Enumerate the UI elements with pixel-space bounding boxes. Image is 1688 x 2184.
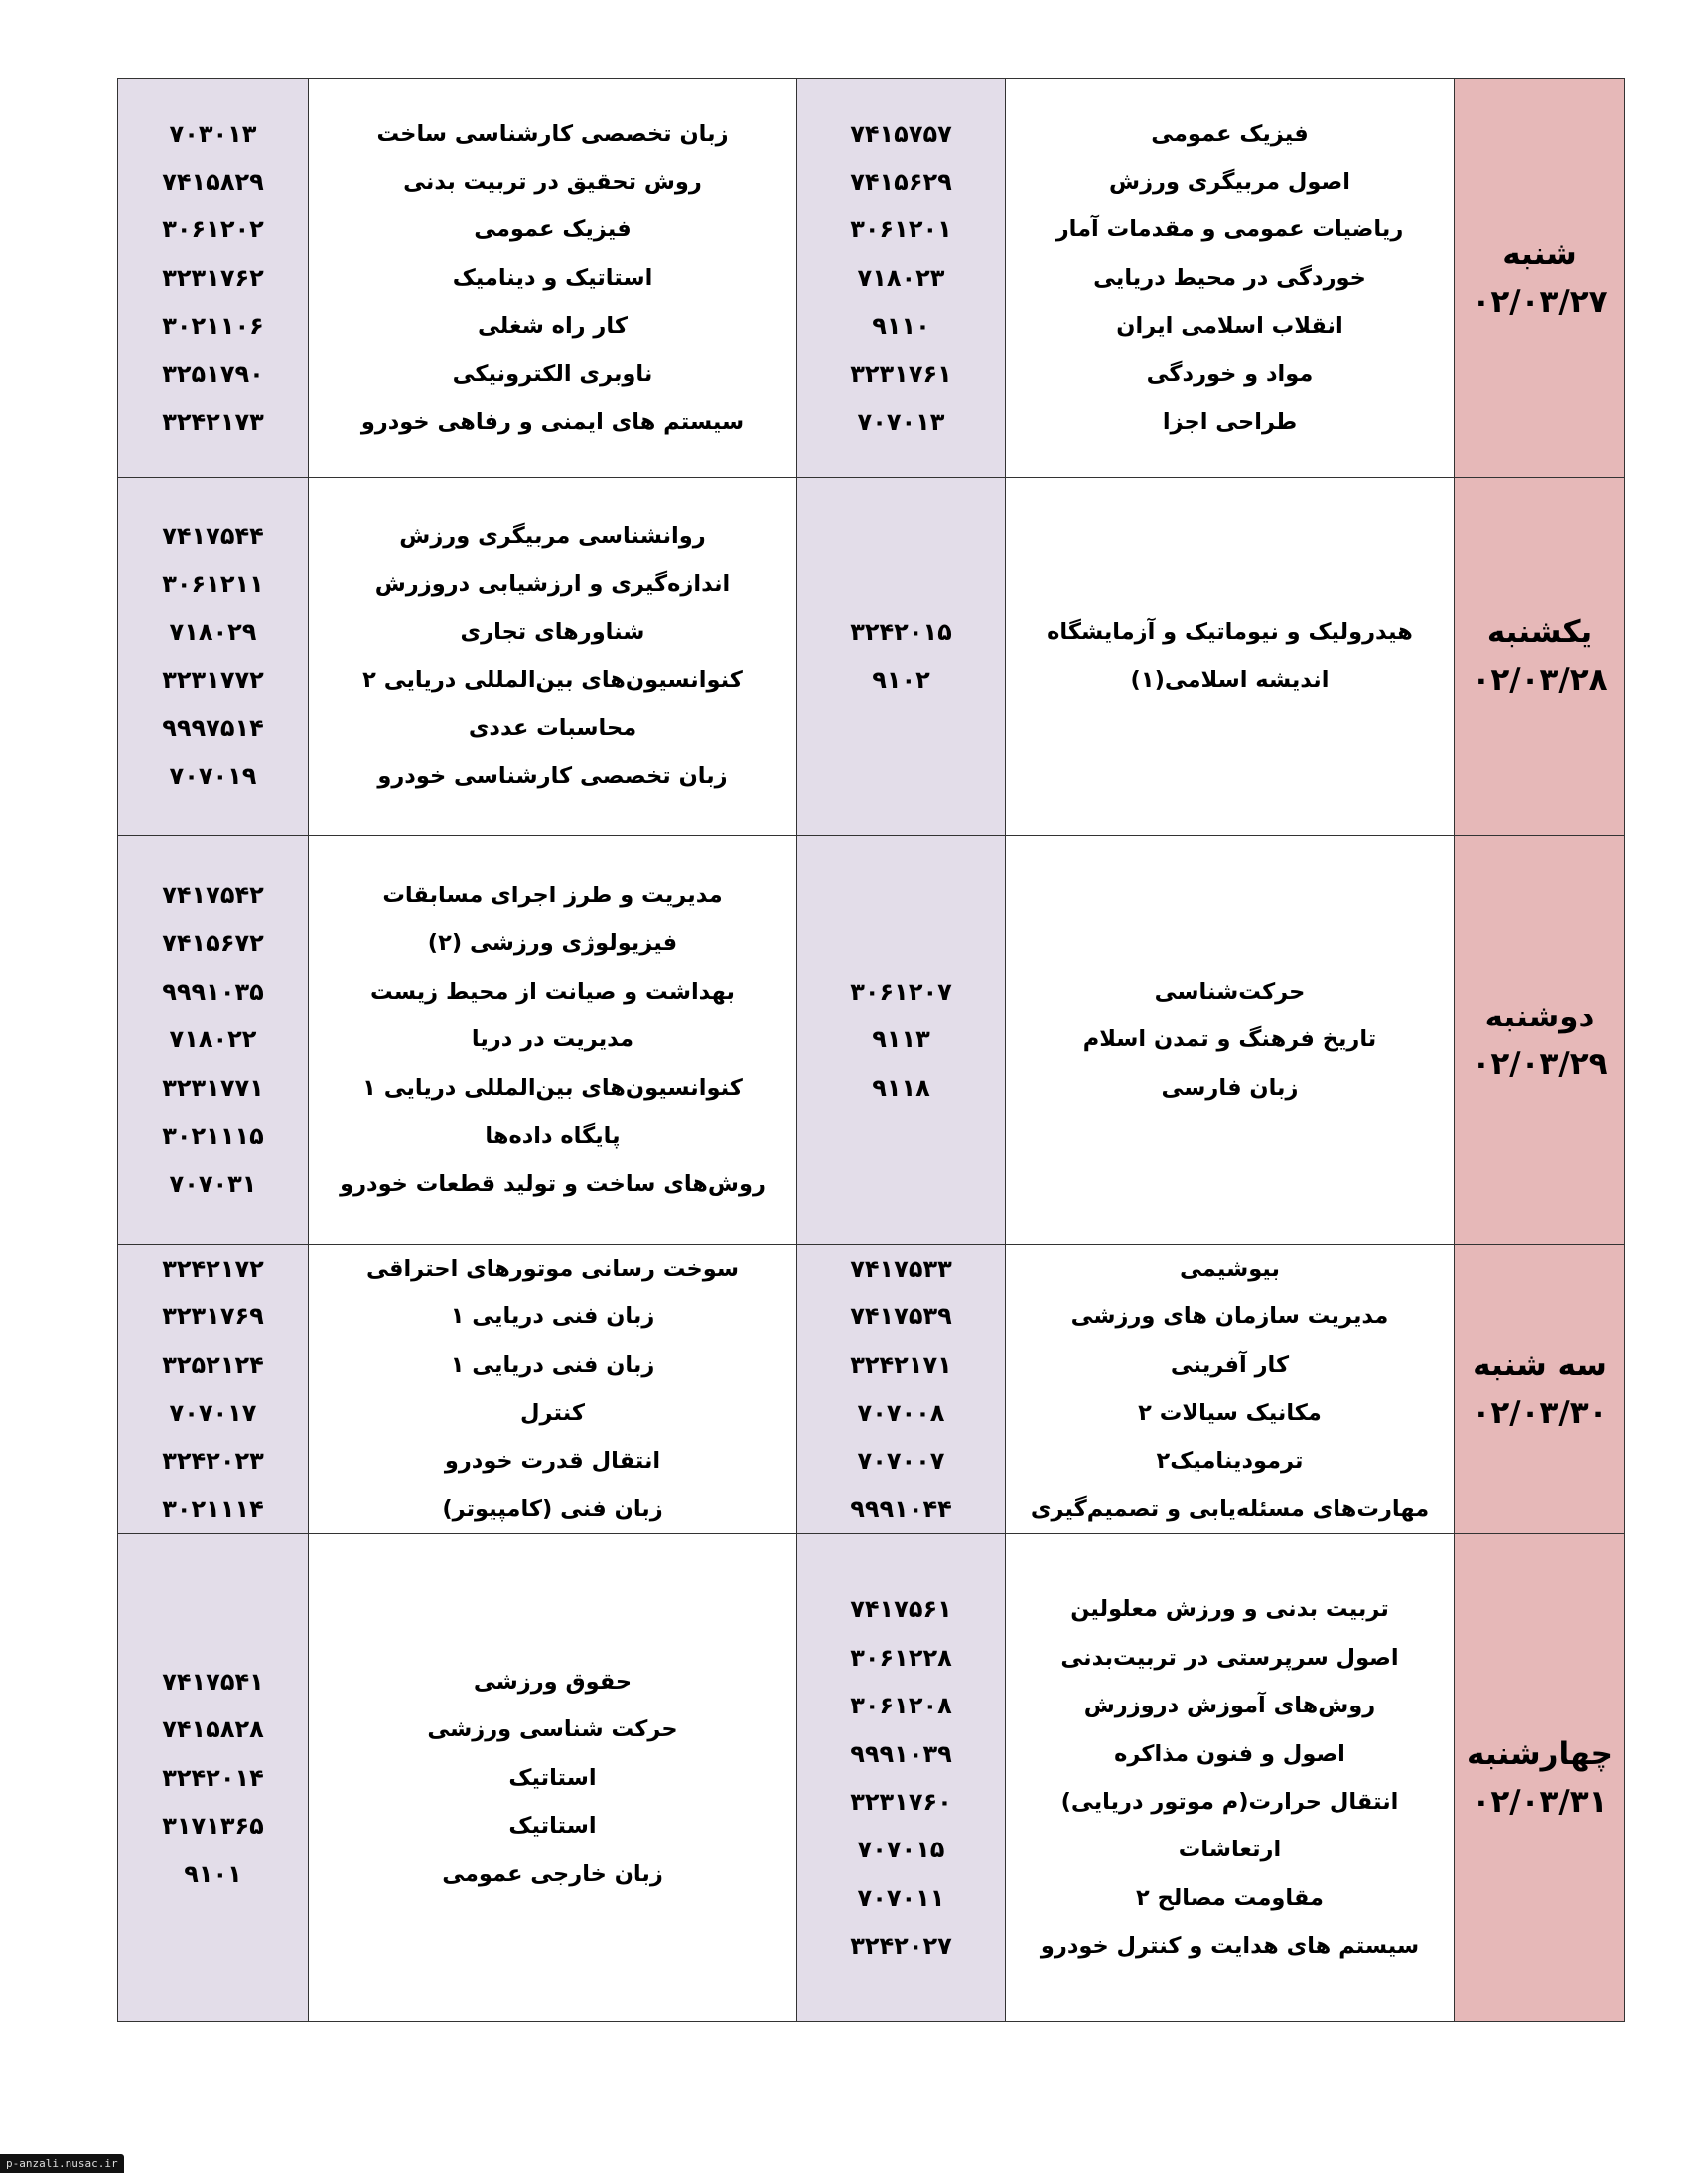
- course-name: روش تحقیق در تربیت بدنی: [403, 168, 702, 195]
- day-date: ۰۲/۰۳/۲۸: [1472, 662, 1608, 698]
- course-name: سیستم های ایمنی و رفاهی خودرو: [360, 409, 745, 436]
- shift1-courses-cell: [1006, 478, 1455, 836]
- course-name: زبان خارجی عمومی: [442, 1860, 663, 1887]
- course-name: شناورهای تجاری: [460, 618, 645, 645]
- course-code: ۳۰۶۱۲۰۱: [850, 215, 952, 244]
- shift2-codes-cell: [118, 1534, 309, 2022]
- day-cell: [1455, 836, 1625, 1245]
- course-code-list: [850, 110, 952, 447]
- course-code: ۷۰۳۰۱۳: [169, 119, 257, 148]
- course-name: اصول سرپرستی در تربیت‌بدنی: [1060, 1644, 1399, 1671]
- course-name: پایگاه داده‌ها: [485, 1123, 621, 1150]
- course-code: ۷۴۱۷۵۳۳: [850, 1255, 952, 1283]
- shift2-codes-cell: [118, 478, 309, 836]
- course-name: مدیریت در دریا: [471, 1026, 634, 1053]
- course-name: فیزیولوژی ورزشی (۲): [427, 930, 678, 957]
- course-name: زبان فارسی: [1161, 1074, 1299, 1101]
- day-cell: [1455, 1534, 1625, 2022]
- course-name: کنترل: [520, 1400, 585, 1427]
- course-code: ۷۴۱۵۸۲۸: [162, 1715, 264, 1744]
- course-name: استاتیک: [508, 1813, 597, 1840]
- course-name: بهداشت و صیانت از محیط زیست: [370, 978, 735, 1005]
- course-name: فیزیک عمومی: [474, 216, 632, 243]
- day-name: شنبه: [1502, 236, 1577, 272]
- course-code: ۹۹۹۱۰۴۴: [850, 1495, 952, 1524]
- shift2-courses-cell: [309, 1534, 797, 2022]
- course-code: ۹۹۹۷۵۱۴: [162, 714, 264, 743]
- shift2-courses-cell: [309, 836, 797, 1245]
- course-code: ۹۹۹۱۰۳۹: [850, 1739, 952, 1768]
- course-name: اصول و فنون مذاکره: [1114, 1740, 1345, 1767]
- course-name: ترمودینامیک۲: [1156, 1447, 1304, 1474]
- shift1-courses-cell: [1006, 1534, 1455, 2022]
- course-name: زبان تخصصی کارشناسی خودرو: [377, 762, 728, 789]
- course-name: انقلاب اسلامی ایران: [1116, 313, 1343, 340]
- course-name: مقاومت مصالح ۲: [1136, 1884, 1324, 1911]
- course-code: ۳۰۲۱۱۱۵: [162, 1122, 264, 1151]
- course-name: اصول مربیگری ورزش: [1109, 168, 1350, 195]
- day-row: [118, 478, 1625, 836]
- schedule-table: [117, 78, 1625, 2022]
- course-name-list: [361, 110, 744, 447]
- shift2-codes-cell: [118, 79, 309, 478]
- course-code: ۳۲۴۲۰۱۴: [162, 1763, 264, 1792]
- course-name-list: [1047, 609, 1413, 705]
- course-code: ۷۰۷۰۳۱: [169, 1169, 257, 1198]
- course-name: زبان فنی (کامپیوتر): [442, 1496, 663, 1523]
- course-code: ۳۰۶۱۲۰۲: [162, 215, 264, 244]
- shift1-codes-cell: [797, 836, 1006, 1245]
- course-code: ۳۰۲۱۱۰۶: [162, 312, 264, 341]
- course-code: ۷۱۸۰۲۲: [169, 1025, 257, 1054]
- day-date: ۰۲/۰۳/۲۹: [1472, 1045, 1608, 1082]
- day-name: یکشنبه: [1486, 614, 1593, 650]
- course-code-list: [850, 968, 952, 1112]
- course-name: فیزیک عمومی: [1151, 120, 1309, 147]
- shift1-courses-cell: [1006, 1245, 1455, 1534]
- course-name: تاریخ فرهنگ و تمدن اسلام: [1082, 1026, 1377, 1053]
- course-code-list: [162, 872, 264, 1208]
- course-code: ۷۴۱۷۵۳۹: [850, 1302, 952, 1331]
- course-name: ریاضیات عمومی و مقدمات آمار: [1055, 216, 1404, 243]
- course-code: ۷۰۷۰۱۹: [169, 761, 257, 790]
- course-code: ۹۱۰۲: [872, 666, 930, 694]
- shift1-courses-cell: [1006, 79, 1455, 478]
- course-name: مهارت‌های مسئله‌یابی و تصمیم‌گیری: [1030, 1496, 1430, 1523]
- course-code-list: [162, 110, 264, 447]
- course-name: کار آفرینی: [1170, 1351, 1290, 1378]
- course-name: انتقال قدرت خودرو: [444, 1447, 661, 1474]
- day-row: [118, 836, 1625, 1245]
- course-code: ۷۰۷۰۱۷: [169, 1399, 257, 1428]
- course-name-list: [1031, 1245, 1429, 1533]
- shift1-codes-cell: [797, 79, 1006, 478]
- course-code: ۹۱۱۸: [872, 1073, 930, 1102]
- course-code: ۷۴۱۷۵۴۴: [162, 521, 264, 550]
- course-name: زبان تخصصی کارشناسی ساخت: [376, 120, 729, 147]
- day-row: [118, 79, 1625, 478]
- course-name: مدیریت و طرز اجرای مسابقات: [382, 883, 723, 909]
- course-code: ۹۹۹۱۰۳۵: [162, 977, 264, 1006]
- course-code-list: [850, 1585, 952, 1970]
- course-code: ۳۰۶۱۲۲۸: [850, 1643, 952, 1672]
- course-name: انتقال حرارت(م موتور دریایی): [1060, 1788, 1399, 1815]
- course-name: استاتیک: [508, 1764, 597, 1791]
- course-code: ۳۰۶۱۲۰۷: [850, 977, 952, 1006]
- shift2-codes-cell: [118, 836, 309, 1245]
- exam-schedule: [117, 78, 1624, 2022]
- course-code: ۳۲۴۲۰۱۵: [850, 617, 952, 646]
- course-name: محاسبات عددی: [468, 715, 637, 742]
- course-code: ۷۴۱۵۷۵۷: [850, 119, 952, 148]
- shift2-courses-cell: [309, 478, 797, 836]
- course-name-list: [427, 1658, 677, 1898]
- course-code: ۷۱۸۰۲۳: [857, 263, 945, 292]
- course-name: تربیت بدنی و ورزش معلولین: [1070, 1596, 1389, 1623]
- course-name-list: [362, 512, 743, 800]
- course-code: ۷۰۷۰۰۸: [857, 1399, 945, 1428]
- course-name-list: [1083, 968, 1377, 1112]
- course-name: ارتعاشات: [1178, 1837, 1282, 1863]
- shift1-codes-cell: [797, 1534, 1006, 2022]
- course-name: کنوانسیون‌های بین‌المللی دریایی ۲: [362, 667, 743, 693]
- shift1-codes-cell: [797, 1245, 1006, 1534]
- course-code: ۳۲۴۲۰۲۳: [162, 1446, 264, 1475]
- course-code-list: [162, 1658, 264, 1898]
- course-code: ۷۰۷۰۱۵: [857, 1836, 945, 1864]
- day-cell: [1455, 79, 1625, 478]
- day-cell: [1455, 478, 1625, 836]
- site-watermark: p-anzali.nusac.ir: [0, 2154, 124, 2173]
- course-name: حرکت‌شناسی: [1154, 978, 1306, 1005]
- course-code: ۳۰۶۱۲۱۱: [162, 570, 264, 599]
- course-code: ۳۱۷۱۳۶۵: [162, 1812, 264, 1841]
- course-name-list: [1041, 1585, 1419, 1970]
- shift2-courses-cell: [309, 79, 797, 478]
- course-code: ۳۲۳۱۷۶۱: [850, 359, 952, 388]
- day-name: چهارشنبه: [1467, 1735, 1613, 1772]
- course-code: ۳۲۳۱۷۷۱: [162, 1073, 264, 1102]
- day-name: دوشنبه: [1484, 998, 1595, 1034]
- course-name: سوخت رسانی موتورهای احتراقی: [365, 1256, 740, 1282]
- course-name: ناوبری الکترونیکی: [452, 360, 653, 387]
- course-code: ۷۰۷۰۰۷: [857, 1446, 945, 1475]
- course-code: ۳۲۴۲۱۷۳: [162, 408, 264, 437]
- course-code: ۳۲۳۱۷۶۰: [850, 1787, 952, 1816]
- course-code: ۷۰۷۰۱۳: [857, 408, 945, 437]
- course-name-list: [340, 872, 766, 1208]
- course-code: ۷۴۱۷۵۴۲: [162, 882, 264, 910]
- day-cell: [1455, 1245, 1625, 1534]
- course-code: ۹۱۰۱: [184, 1859, 242, 1888]
- course-code: ۹۱۱۰: [872, 312, 930, 341]
- day-name: سه شنبه: [1473, 1347, 1607, 1384]
- course-name: زبان فنی دریایی ۱: [450, 1303, 655, 1330]
- course-code: ۳۲۳۱۷۷۲: [162, 666, 264, 694]
- course-code: ۳۲۴۲۱۷۱: [850, 1350, 952, 1379]
- course-name: مدیریت سازمان های ورزشی: [1070, 1303, 1389, 1330]
- course-code: ۳۲۴۲۰۲۷: [850, 1932, 952, 1961]
- course-name: اندیشه اسلامی(۱): [1130, 667, 1330, 693]
- shift2-codes-cell: [118, 1245, 309, 1534]
- course-name: خوردگی در محیط دریایی: [1093, 264, 1366, 291]
- course-name: مواد و خوردگی: [1146, 360, 1314, 387]
- course-code: ۳۰۶۱۲۰۸: [850, 1692, 952, 1720]
- course-code: ۷۴۱۵۶۲۹: [850, 167, 952, 196]
- shift1-codes-cell: [797, 478, 1006, 836]
- course-code: ۳۲۵۲۱۲۴: [162, 1350, 264, 1379]
- course-name: طراحی اجزا: [1162, 409, 1298, 436]
- course-name: روانشناسی مربیگری ورزش: [399, 522, 706, 549]
- course-name: هیدرولیک و نیوماتیک و آزمایشگاه: [1047, 618, 1413, 645]
- course-code: ۳۲۴۲۱۷۲: [162, 1255, 264, 1283]
- day-row: [118, 1245, 1625, 1534]
- day-date: ۰۲/۰۳/۳۱: [1472, 1783, 1608, 1820]
- course-name: سیستم های هدایت و کنترل خودرو: [1040, 1933, 1420, 1960]
- course-code: ۹۱۱۳: [872, 1025, 930, 1054]
- course-code: ۳۲۵۱۷۹۰: [162, 359, 264, 388]
- course-name: زبان فنی دریایی ۱: [450, 1351, 655, 1378]
- course-code: ۷۰۷۰۱۱: [857, 1883, 945, 1912]
- course-name: روش‌های ساخت و تولید قطعات خودرو: [340, 1170, 766, 1197]
- course-code-list: [162, 1245, 264, 1533]
- day-date: ۰۲/۰۳/۳۰: [1472, 1395, 1608, 1432]
- course-name-list: [1056, 110, 1404, 447]
- shift1-courses-cell: [1006, 836, 1455, 1245]
- shift2-courses-cell: [309, 1245, 797, 1534]
- course-name: حرکت شناسی ورزشی: [427, 1716, 678, 1743]
- course-code-list: [850, 609, 952, 705]
- course-code: ۷۴۱۵۶۷۲: [162, 929, 264, 958]
- course-name-list: [366, 1245, 739, 1533]
- course-name: بیوشیمی: [1180, 1256, 1280, 1282]
- course-name: کار راه شغلی: [478, 313, 628, 340]
- day-row: [118, 1534, 1625, 2022]
- course-code: ۳۲۳۱۷۶۲: [162, 263, 264, 292]
- course-code: ۷۱۸۰۲۹: [169, 617, 257, 646]
- course-name: مکانیک سیالات ۲: [1138, 1400, 1322, 1427]
- course-name: اندازه‌گیری و ارزشیابی دروزرش: [374, 571, 731, 598]
- course-code: ۷۴۱۷۵۴۱: [162, 1667, 264, 1696]
- course-code-list: [850, 1245, 952, 1533]
- course-name: حقوق ورزشی: [473, 1668, 633, 1695]
- course-code-list: [162, 512, 264, 800]
- course-name: استاتیک و دینامیک: [452, 264, 653, 291]
- course-code: ۷۴۱۵۸۲۹: [162, 167, 264, 196]
- course-code: ۳۲۳۱۷۶۹: [162, 1302, 264, 1331]
- course-name: کنوانسیون‌های بین‌المللی دریایی ۱: [362, 1074, 743, 1101]
- course-name: روش‌های آموزش دروزرش: [1083, 1693, 1376, 1719]
- day-date: ۰۲/۰۳/۲۷: [1472, 284, 1608, 320]
- course-code: ۷۴۱۷۵۶۱: [850, 1595, 952, 1624]
- course-code: ۳۰۲۱۱۱۴: [162, 1495, 264, 1524]
